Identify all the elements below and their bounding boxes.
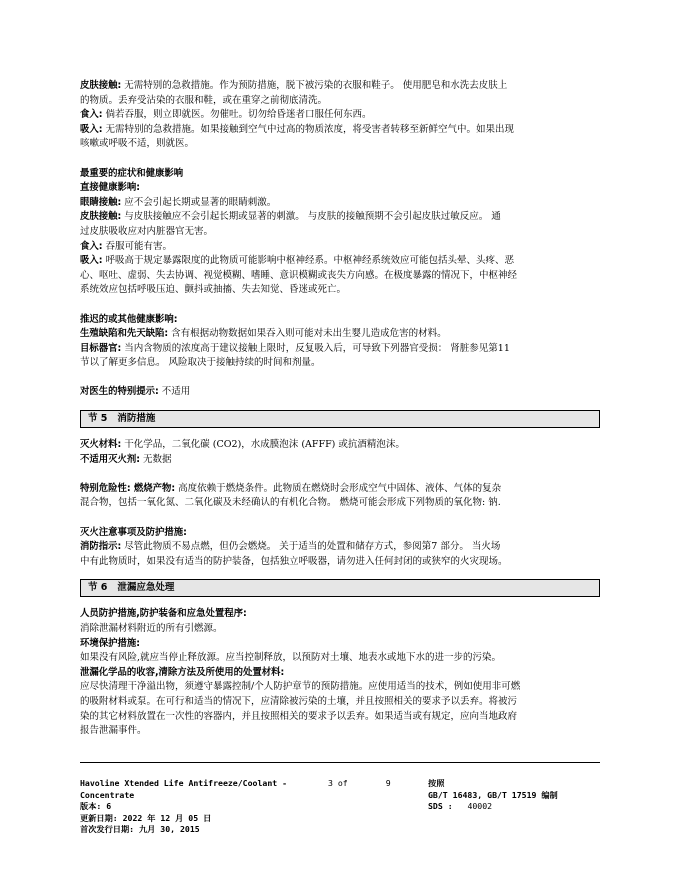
section-title: 泄漏应急处理 — [117, 582, 175, 594]
special-hazards — [80, 482, 600, 497]
page-total: 9 — [385, 778, 391, 788]
delayed-target-cont: 节以了解更多信息。 风险取决于接触持续的时间和剂量。 — [80, 357, 321, 369]
text: 倘若吞服，则立即就医。勿催吐。切勿给昏迷者口服任何东西。 — [102, 109, 372, 121]
firefighting-precaution-heading: 灭火注意事项及防护措施: — [80, 526, 187, 538]
label: 特别危险性: 燃烧产物: — [80, 482, 176, 494]
text: 干化学品，二氧化碳 (CO2)，水成膜泡沫 (AFFF) 或抗酒精泡沫。 — [121, 439, 405, 451]
environmental-heading: 环境保护措施: — [80, 637, 140, 649]
first-aid-inhalation — [80, 123, 600, 138]
label: 食入: — [80, 240, 103, 252]
text: 与皮肤接触应不会引起长期或显著的刺激。 与皮肤的接触预期不会引起皮肤过敏反应。 通 — [121, 211, 501, 223]
sds-number-row — [428, 801, 558, 813]
cleanup-line-4: 报告泄漏事件。 — [80, 725, 147, 737]
sds-label: SDS : — [428, 801, 453, 812]
standard-line1: 按照 — [428, 778, 445, 788]
first-aid-skin-cont: 的物质。丢弃受沾染的衣服和鞋，或在重穿之前彻底清洗。 — [80, 94, 328, 106]
text: 应不会引起长期或显著的眼睛刺激。 — [121, 196, 277, 208]
cleanup-line-1: 应尽快清理干净溢出物，须遵守暴露控制/个人防护章节的预防措施。应使用适当的技术，例如使用非可燃 — [80, 681, 521, 693]
revision-date: 更新日期: 2022 年 12 月 05 日 — [80, 812, 212, 823]
label: 皮肤接触: — [80, 80, 122, 91]
symptom-eye — [80, 196, 600, 211]
section-title: 消防措施 — [117, 413, 156, 425]
section-5-header — [80, 410, 600, 428]
cleanup-heading: 泄漏化学品的收容,清除方法及所使用的处置材料: — [80, 666, 285, 678]
extinguishing-media — [80, 438, 600, 453]
special-hazards-cont: 混合物，包括一氧化氮、二氧化碳及未经确认的有机化合物。 燃烧可能会形成下列物质的氧化物: 钠. — [80, 497, 501, 509]
sds-number: 40002 — [467, 801, 493, 812]
text: 尽管此物质不易点燃，但仍会燃烧。 关于适当的处置和储存方式，参阅第7 部分。 当火场 — [121, 541, 501, 553]
symptom-skin-cont: 过皮肤吸收应对内脏器官无害。 — [80, 225, 214, 237]
product-name-line2: Concentrate — [80, 789, 135, 800]
delayed-heading: 推迟的或其他健康影响: — [80, 313, 178, 325]
immediate-heading: 直接健康影响: — [80, 182, 140, 194]
label: 吸入: — [80, 255, 103, 267]
personal-precautions-heading: 人员防护措施,防护装备和应急处置程序: — [80, 608, 247, 620]
cleanup-line-2: 的吸附材料或泵。在可行和适当的情况下，应清除被污染的土壤，并且按照相关的要求予以丢弃。将被污 — [80, 695, 518, 707]
symptom-ingestion — [80, 240, 600, 255]
firefighting-instructions-cont: 中有此物质时，如果没有适当的防护装备，包括独立呼吸器，请勿进入任何封闭的或狭窄的火灾现场。 — [80, 555, 508, 567]
unsuitable-media — [80, 453, 600, 468]
text: 含有根据动物数据如果吞入则可能对未出生婴儿造成危害的材料。 — [168, 328, 447, 340]
product-name-line1: Havoline Xtended Life Antifreeze/Coolant - — [80, 778, 288, 788]
first-aid-ingestion — [80, 108, 600, 123]
text: 无数据 — [140, 453, 172, 465]
standard-line2: GB/T 16483, GB/T 17519 编制 — [428, 789, 558, 800]
label: 食入: — [80, 109, 103, 121]
symptom-inhalation — [80, 254, 600, 269]
section-6-header — [80, 579, 600, 597]
label: 目标器官: — [80, 342, 122, 354]
firefighting-instructions — [80, 540, 600, 555]
page-of: 3 of — [328, 778, 348, 788]
environmental-text: 如果没有风险,就应当停止释放源。应当控制释放，以预防对土壤、地表水或地下水的进一步的污染。 — [80, 652, 502, 664]
first-aid-skin — [80, 79, 600, 94]
symptom-inhalation-cont1: 心、呕吐、虚弱、失去协调、视觉模糊、嗜睡、意识模糊或丧失方向感。在极度暴露的情况下，中枢神经 — [80, 269, 518, 281]
section-number: 节 6 — [88, 582, 108, 594]
text: 无需特别的急救措施。如果接触到空气中过高的物质浓度，将受害者转移至新鲜空气中。如果出现 — [102, 123, 515, 135]
version: 版本: 6 — [80, 801, 112, 812]
label: 不适用灭火剂: — [80, 453, 140, 465]
footer-page-number — [328, 778, 391, 790]
delayed-target — [80, 342, 600, 357]
section-number: 节 5 — [88, 413, 108, 425]
label: 消防指示: — [80, 541, 122, 553]
label: 生殖缺陷和先天缺陷: — [80, 328, 169, 340]
first-issue-date: 首次发行日期: 九月 30, 2015 — [80, 824, 200, 835]
footer-product-info — [80, 778, 300, 836]
footer-standard — [428, 778, 558, 813]
symptom-inhalation-cont2: 系统效应包括呼吸压迫、颤抖或抽搐、失去知觉、昏迷或死亡。 — [80, 284, 347, 296]
personal-precautions-text: 消除泄漏材料附近的所有引燃源。 — [80, 623, 223, 634]
text: 无需特别的急救措施。作为预防措施，脱下被污染的衣服和鞋子。 使用肥皂和水洗去皮肤上 — [121, 80, 508, 91]
cleanup-line-3: 染的其它材料放置在一次性的容器内，并且按照相关的要求予以丢弃。如果适当或有规定，应向当地政府 — [80, 710, 518, 722]
delayed-repro — [80, 327, 600, 342]
symptoms-heading: 最重要的症状和健康影响 — [80, 167, 184, 179]
physician-note — [80, 385, 600, 400]
label: 对医生的特别提示: — [80, 386, 159, 398]
document-body — [80, 79, 600, 739]
label: 吸入: — [80, 123, 103, 135]
text: 呼吸高于规定暴露限度的此物质可能影响中枢神经系。中枢神经系统效应可能包括头晕、头疼、恶 — [102, 255, 515, 267]
symptom-skin — [80, 210, 600, 225]
footer-divider — [80, 762, 600, 763]
text: 吞服可能有害。 — [102, 240, 173, 252]
first-aid-inhalation-cont: 咳嗽或呼吸不适，则就医。 — [80, 138, 195, 150]
label: 灭火材料: — [80, 439, 122, 451]
text: 不适用 — [158, 386, 191, 398]
text: 高度依赖于燃烧条件。此物质在燃烧时会形成空气中固体、液体、气体的复杂 — [175, 482, 502, 494]
label: 眼睛接触: — [80, 196, 122, 208]
text: 当内含物质的浓度高于建议接触上限时，反复吸入后，可导致下列器官受损： 肾脏参见第11 — [121, 342, 510, 354]
label: 皮肤接触: — [80, 211, 122, 223]
